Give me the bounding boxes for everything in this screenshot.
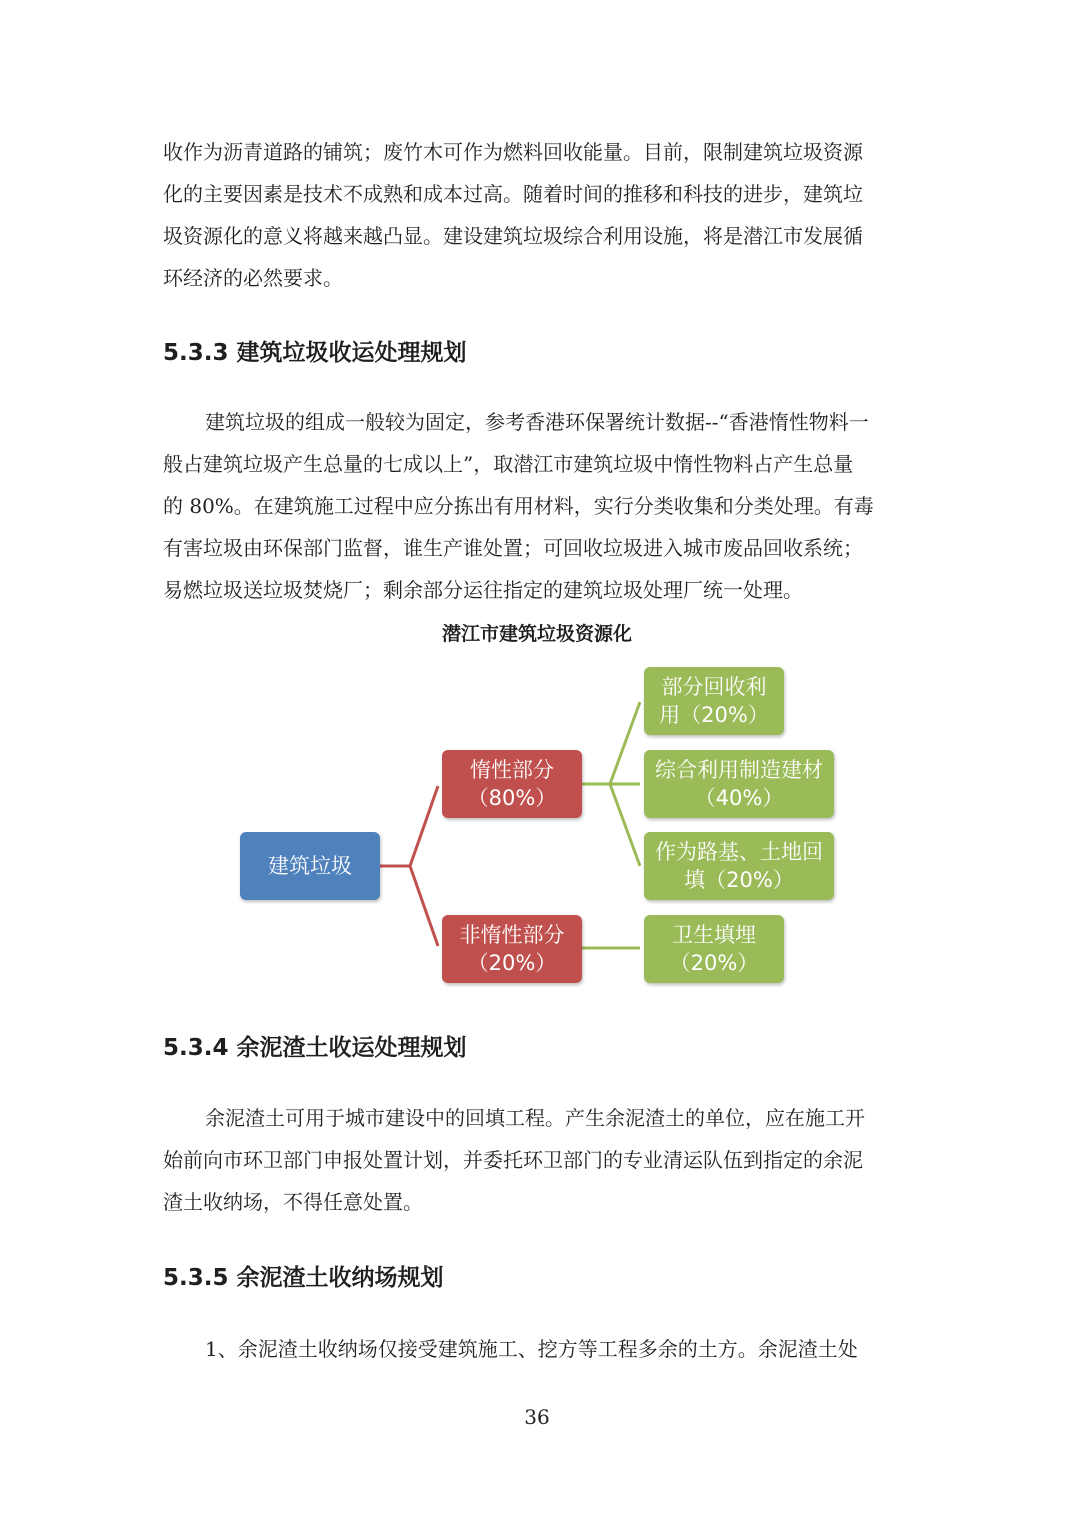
node-partial-recycle <box>644 667 784 735</box>
section-heading-5-3-4: 5.3.4 余泥渣土收运处理规划 <box>163 1035 467 1061</box>
section-heading-5-3-5: 5.3.5 余泥渣土收纳场规划 <box>163 1265 444 1291</box>
paragraph-line: 环经济的必然要求。 <box>163 266 343 290</box>
node-label-line1: 综合利用制造建材 <box>655 758 823 782</box>
node-construction-waste <box>240 832 380 900</box>
node-label: 建筑垃圾 <box>268 854 352 878</box>
node-non-inert-part <box>442 915 582 983</box>
section-5-3-4-paragraph <box>163 1097 913 1223</box>
paragraph-line: 渣土收纳场，不得任意处置。 <box>163 1190 423 1214</box>
node-roadbed-fill <box>644 832 834 900</box>
node-inert-part <box>442 750 582 818</box>
node-label-line2: 用（20%） <box>659 703 769 727</box>
node-building-materials <box>644 750 834 818</box>
node-label-line2: （40%） <box>694 786 784 810</box>
node-label-line1: 卫生填埋 <box>672 923 756 947</box>
paragraph-line: 般占建筑垃圾产生总量的七成以上”，取潜江市建筑垃圾中惰性物料占产生总量 <box>163 452 854 476</box>
node-label-line2: （80%） <box>467 786 557 810</box>
paragraph-line: 余泥渣土可用于城市建设中的回填工程。产生余泥渣土的单位，应在施工开 <box>205 1106 865 1130</box>
connector-root-inert <box>380 786 438 866</box>
node-label-line1: 部分回收利 <box>661 675 767 699</box>
node-label-line2: （20%） <box>467 951 557 975</box>
node-label-line1: 非惰性部分 <box>459 923 565 947</box>
paragraph-line: 易燃垃圾送垃圾焚烧厂；剩余部分运往指定的建筑垃圾处理厂统一处理。 <box>163 578 803 602</box>
paragraph-line: 圾资源化的意义将越来越凸显。建设建筑垃圾综合利用设施，将是潜江市发展循 <box>163 224 863 248</box>
diagram-title: 潜江市建筑垃圾资源化 <box>441 623 632 645</box>
paragraph-line: 建筑垃圾的组成一般较为固定，参考香港环保署统计数据--“香港惰性物料一 <box>205 410 869 434</box>
connector-inert-partial <box>582 702 640 784</box>
paragraph-line: 1、余泥渣土收纳场仅接受建筑施工、挖方等工程多余的土方。余泥渣土处 <box>205 1337 858 1361</box>
paragraph-line: 化的主要因素是技术不成熟和成本过高。随着时间的推移和科技的进步，建筑垃 <box>163 182 863 206</box>
node-sanitary-landfill <box>644 915 784 983</box>
section-heading-5-3-3: 5.3.3 建筑垃圾收运处理规划 <box>163 340 467 366</box>
connector-root-noninert <box>380 866 438 946</box>
node-label-line1: 作为路基、土地回 <box>655 840 823 864</box>
section-5-3-5-paragraph <box>163 1328 913 1370</box>
page-number: 36 <box>524 1405 550 1429</box>
node-label-line2: 填（20%） <box>684 868 794 892</box>
node-label-line2: （20%） <box>669 951 759 975</box>
paragraph-line: 有害垃圾由环保部门监督，谁生产谁处置；可回收垃圾进入城市废品回收系统； <box>163 536 863 560</box>
paragraph-line: 始前向市环卫部门申报处置计划，并委托环卫部门的专业清运队伍到指定的余泥 <box>163 1148 863 1172</box>
paragraph-line: 的 80%。在建筑施工过程中应分拣出有用材料，实行分类收集和分类处理。有毒 <box>163 494 874 518</box>
node-label-line1: 惰性部分 <box>470 758 554 782</box>
connector-inert-roadbed <box>582 784 640 866</box>
paragraph-line: 收作为沥青道路的铺筑；废竹木可作为燃料回收能量。目前，限制建筑垃圾资源 <box>163 140 863 164</box>
